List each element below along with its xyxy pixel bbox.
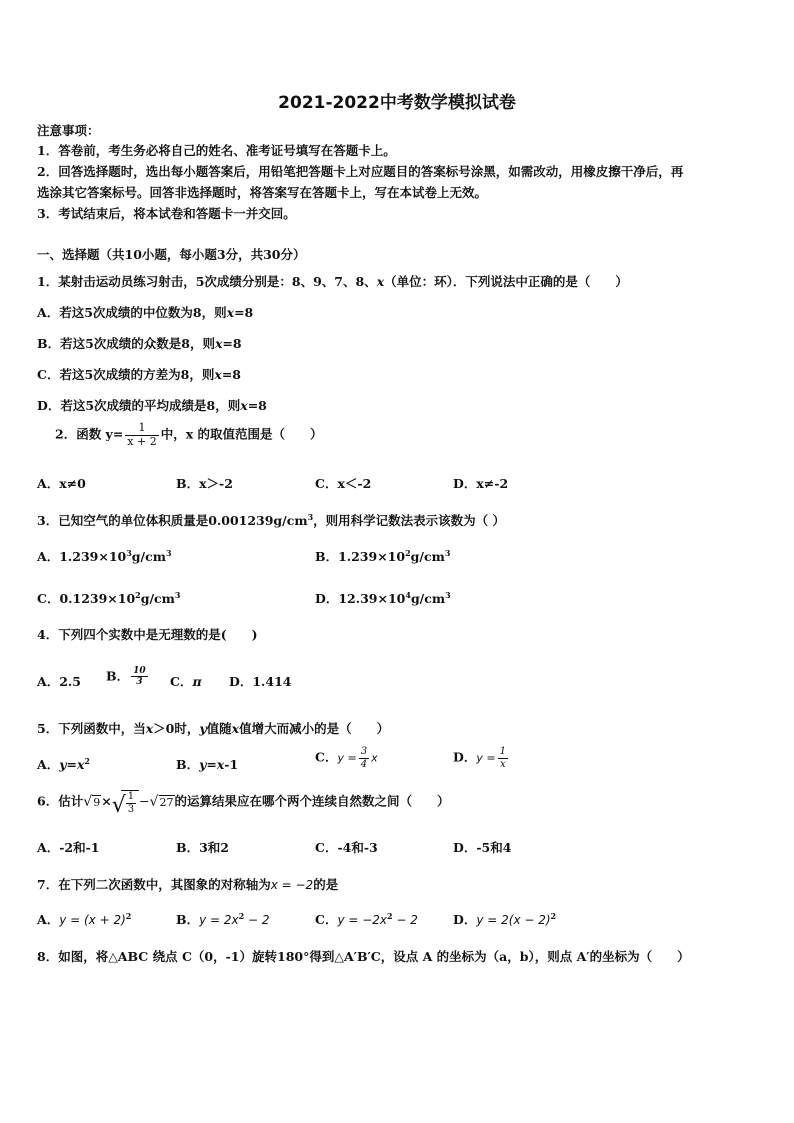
q1-option-b: B．若这5次成绩的众数是8，则x=8	[37, 336, 242, 351]
q4-option-c: C．π	[170, 674, 202, 689]
notice-heading: 注意事项：	[37, 123, 100, 138]
question-4-stem: 4．下列四个实数中是无理数的是( )	[37, 627, 258, 642]
q3-option-a: A．$1.239\times 10^3g/cm^3$	[37, 547, 172, 564]
q6-option-d: D．-5和4	[453, 840, 512, 855]
sqrt-27: √ 27	[149, 793, 174, 810]
q1-option-a: A．若这5次成绩的中位数为8，则x=8	[37, 305, 254, 320]
q7-option-b: B．$y = 2x^2 - 2$	[176, 910, 270, 927]
question-2-stem: 2．函数 y= $\frac{1}{x + 2}$ 中，x 的取值范围是（ ）	[55, 421, 323, 448]
question-5-stem: 5．下列函数中，当x＞0时，y值随x值增大而减小的是（ ）	[37, 721, 390, 736]
q6-option-c: C．-4和-3	[315, 840, 378, 855]
question-8-stem: 8．如图，将△ABC 绕点 C（0，-1）旋转180°得到△A′B′C，设点 A 的坐标为（a，b），则点 A′的坐标为（ ）	[37, 949, 690, 964]
q4-option-a: A．2.5	[37, 674, 81, 689]
q3-option-b: B．$1.239\times 10^2g/cm^3$	[315, 547, 451, 564]
q7-option-d: D．$y = 2(x - 2)^2$	[453, 910, 557, 927]
q3-option-d: D．$12.39\times 10^4g/cm^3$	[315, 589, 451, 606]
q3-option-c: C．$0.1239\times 10^2g/cm^3$	[37, 589, 181, 606]
q2-option-d: D．x≠-2	[453, 476, 509, 491]
notice-item-2-cont: 选涂其它答案标号。回答非选择题时，将答案写在答题卡上，写在本试卷上无效。	[37, 185, 488, 200]
question-3-stem: 3．已知空气的单位体积质量是$0.001239g/cm^3$，则用科学记数法表示该数为（ ）	[37, 511, 506, 528]
q2-fraction: $\frac{1}{x + 2}$	[127, 421, 157, 448]
notice-item-1: 1．答卷前，考生务必将自己的姓名、准考证号填写在答题卡上。	[37, 143, 396, 158]
question-1-stem: 1．某射击运动员练习射击，5次成绩分别是：8、9、7、8、x（单位：环）．下列说法中正确的是（ ）	[37, 274, 628, 289]
q5-option-c: C．y = $\frac{3}{4}$ x	[315, 746, 378, 770]
page-title: 2021-2022中考数学模拟试卷	[278, 93, 516, 113]
q1-option-d: D．若这5次成绩的平均成绩是8，则x=8	[37, 398, 267, 413]
q2-option-a: A．x≠0	[37, 476, 86, 491]
sqrt-9: √ 9	[83, 793, 101, 810]
q5-option-d: D．y = $\frac{1}{x}$	[453, 746, 506, 770]
q5-option-b: B．y=x-1	[176, 757, 239, 772]
q6-option-b: B．3和2	[176, 840, 229, 855]
q2-option-c: C．x＜-2	[315, 476, 372, 491]
q7-option-a: A．$y = (x + 2)^2$	[37, 910, 132, 927]
section-heading: 一、选择题（共10小题，每小题3分，共30分）	[37, 247, 306, 262]
notice-item-3: 3．考试结束后，将本试卷和答题卡一并交回。	[37, 206, 296, 221]
notice-item-2: 2．回答选择题时，选出每小题答案后，用铅笔把答题卡上对应题目的答案标号涂黑，如需改动，用橡皮擦干净后，再	[37, 164, 684, 179]
q6-option-a: A．-2和-1	[37, 840, 100, 855]
q1-option-c: C．若这5次成绩的方差为8，则x=8	[37, 367, 241, 382]
sqrt-one-third: √ $\frac{1}{3}$	[112, 790, 139, 815]
question-6-stem: 6．估计 √ 9× √ $\frac{1}{3}$ − √ 27的运算结果应在哪个两个连续自然数之间（ ）	[37, 791, 450, 818]
q4-fraction: $\frac{10}{3}$	[133, 666, 146, 688]
question-7-stem: 7．在下列二次函数中，其图象的对称轴为x = −2的是	[37, 877, 339, 892]
q5-option-a: A．$y=x^2$	[37, 755, 90, 772]
q2-option-b: B．x＞-2	[176, 476, 233, 491]
q7-option-c: C．$y = -2x^2 - 2$	[315, 910, 418, 927]
q4-option-b: B． $\frac{10}{3}$	[106, 666, 146, 688]
q4-option-d: D．1.414	[229, 674, 292, 689]
